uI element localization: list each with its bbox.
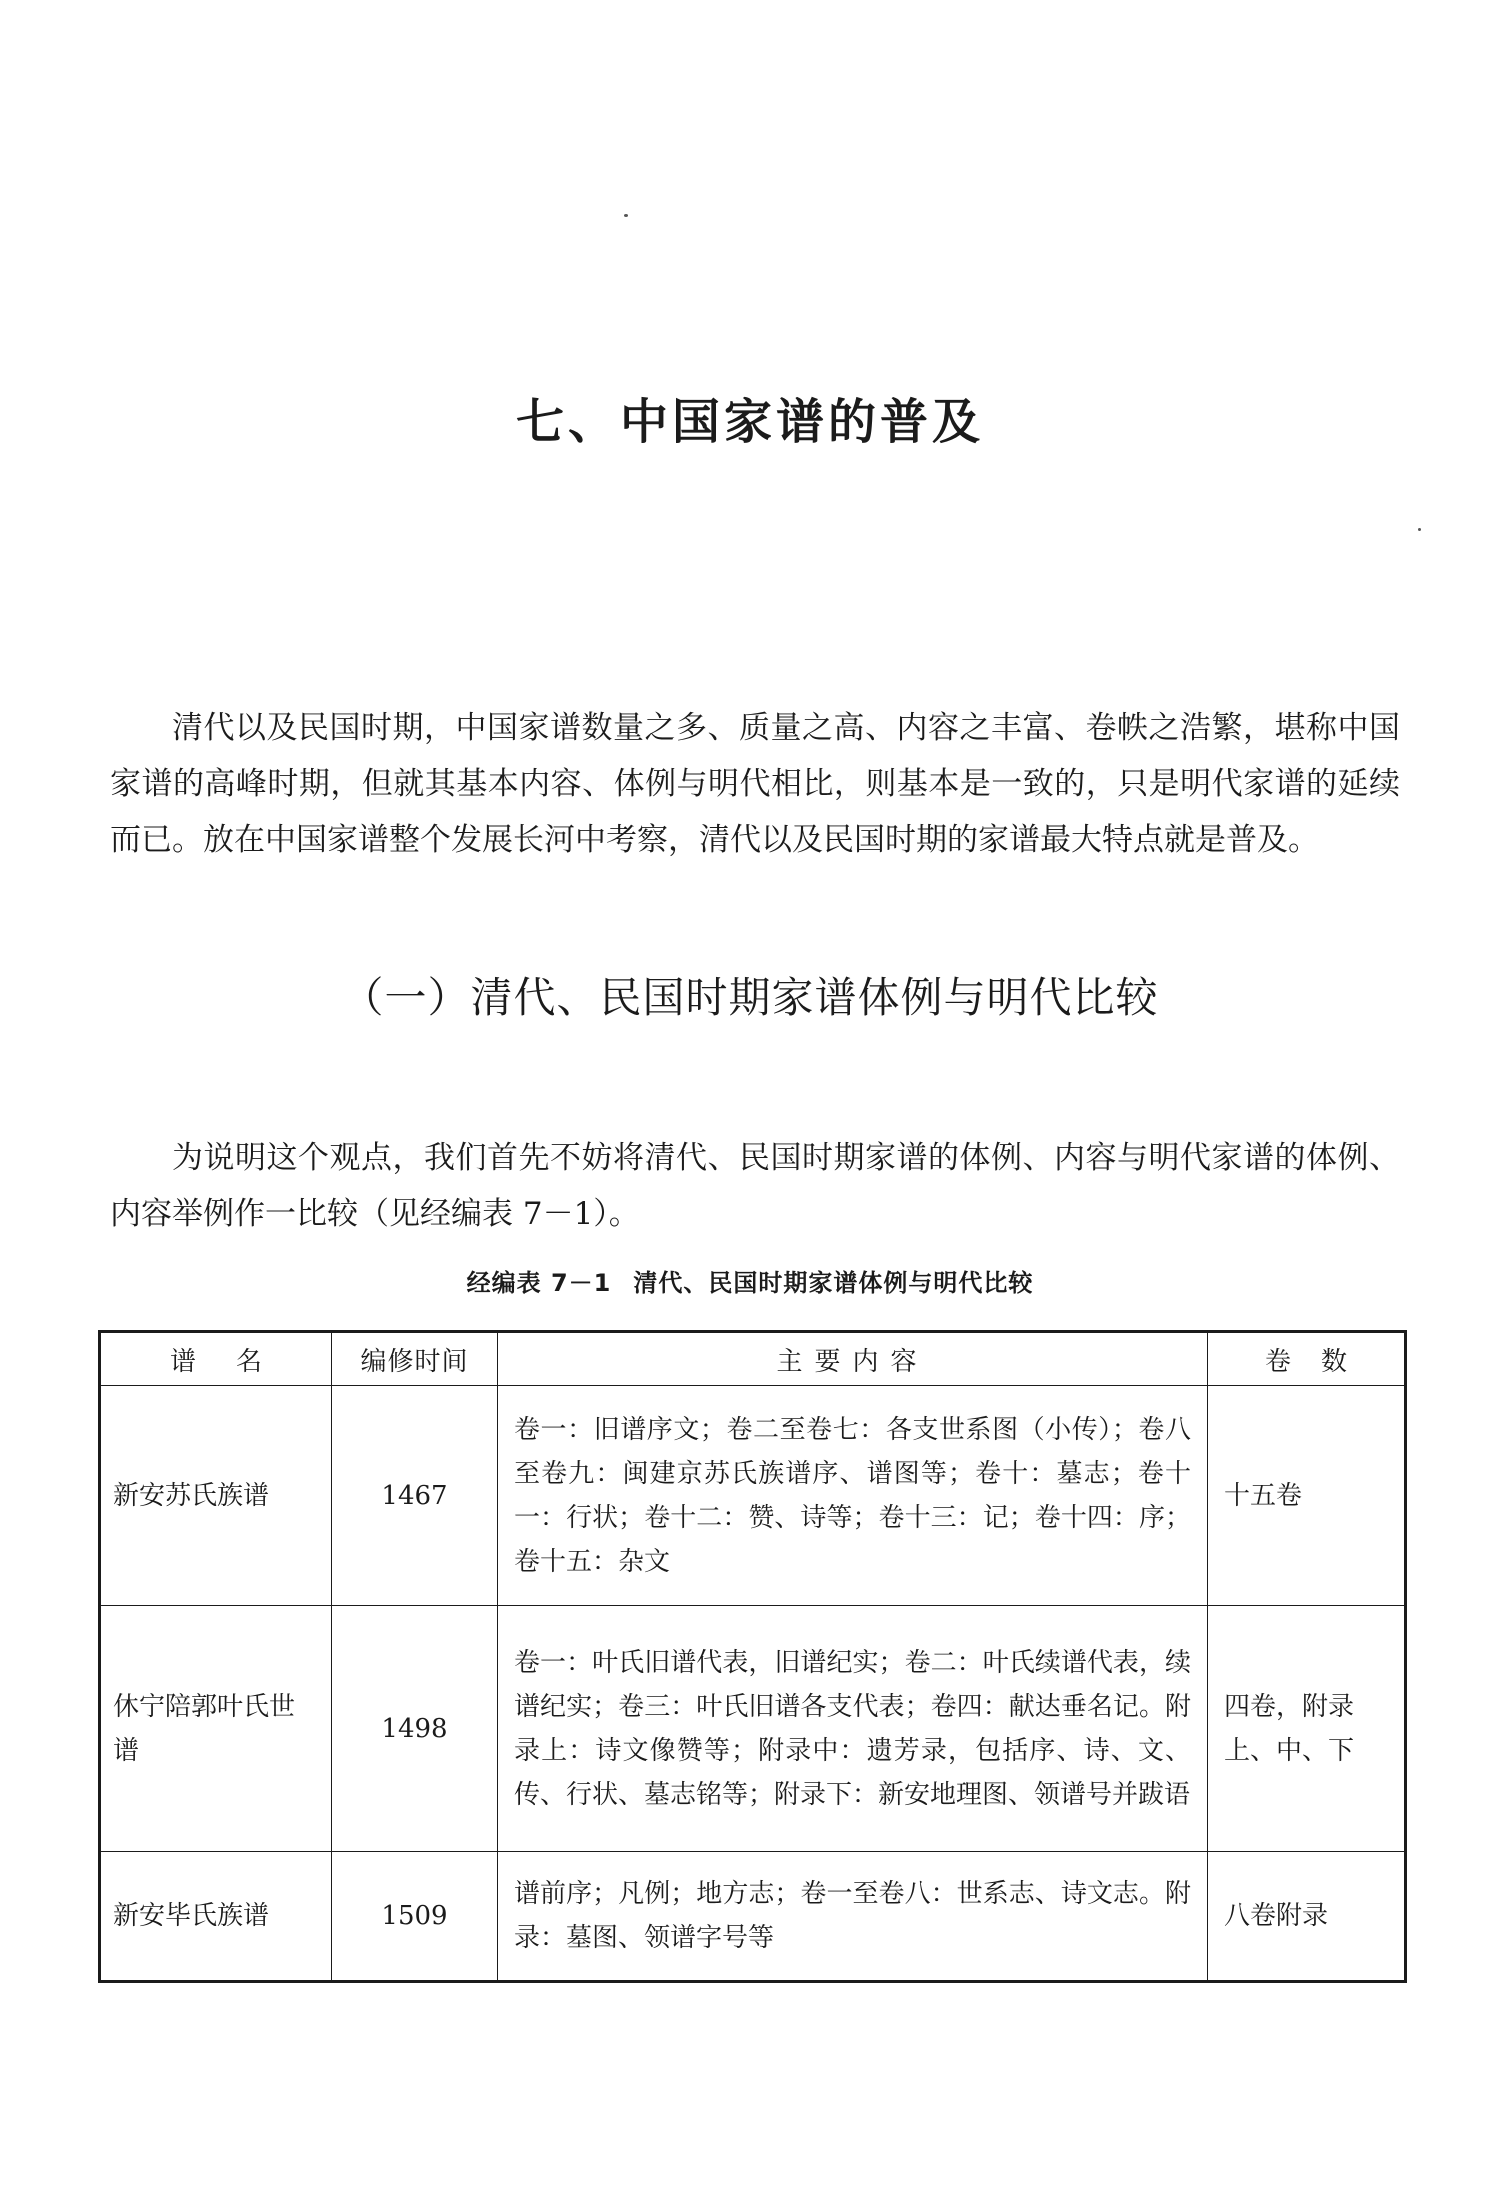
scan-speck — [624, 214, 628, 217]
compile-year: 1509 — [332, 1852, 498, 1982]
table-row — [100, 1606, 1406, 1852]
column-header-volumes: 卷数 — [1208, 1332, 1406, 1386]
column-header-name: 谱名 — [100, 1332, 332, 1386]
body-paragraph-2: 为说明这个观点，我们首先不妨将清代、民国时期家谱的体例、内容与明代家谱的体例、内容举例作一比较（见经编表 7－1）。 — [110, 1140, 1400, 1232]
genealogy-name: 休宁陪郭叶氏世谱 — [100, 1606, 332, 1852]
genealogy-name: 新安毕氏族谱 — [100, 1852, 332, 1982]
main-content: 卷一：叶氏旧谱代表，旧谱纪实；卷二：叶氏续谱代表，续谱纪实；卷三：叶氏旧谱各支代表；卷四：献达垂名记。附录上：诗文像赞等；附录中：遗芳录，包括序、诗、文、传、行状、墓志铭等；附录下：新安地理图、领谱号并跋语 — [498, 1606, 1208, 1852]
column-header-year: 编修时间 — [332, 1332, 498, 1386]
section-title: （一）清代、民国时期家谱体例与明代比较 — [341, 973, 1159, 1022]
compile-year: 1467 — [332, 1386, 498, 1606]
genealogy-comparison-table — [98, 1330, 1407, 1983]
chapter-title: 七、中国家谱的普及 — [515, 394, 984, 450]
volume-count: 十五卷 — [1208, 1386, 1406, 1606]
table-row — [100, 1386, 1406, 1606]
table-caption — [0, 1265, 1500, 1301]
genealogy-name: 新安苏氏族谱 — [100, 1386, 332, 1606]
table-caption-number: 经编表 7－1 — [466, 1269, 612, 1297]
column-header-content: 主要内容 — [498, 1332, 1208, 1386]
table-caption-title: 清代、民国时期家谱体例与明代比较 — [633, 1269, 1034, 1297]
compile-year: 1498 — [332, 1606, 498, 1852]
table-row — [100, 1852, 1406, 1982]
main-content: 谱前序；凡例；地方志；卷一至卷八：世系志、诗文志。附录：墓图、领谱字号等 — [498, 1852, 1208, 1982]
volume-count: 四卷，附录上、中、下 — [1208, 1606, 1406, 1852]
table-header-row — [100, 1332, 1406, 1386]
main-content: 卷一：旧谱序文；卷二至卷七：各支世系图（小传）；卷八至卷九：闽建京苏氏族谱序、谱图等；卷十：墓志；卷十一：行状；卷十二：赞、诗等；卷十三：记；卷十四：序；卷十五：杂文 — [498, 1386, 1208, 1606]
volume-count: 八卷附录 — [1208, 1852, 1406, 1982]
scan-speck — [1418, 528, 1421, 531]
body-paragraph-1: 清代以及民国时期，中国家谱数量之多、质量之高、内容之丰富、卷帙之浩繁，堪称中国家谱的高峰时期，但就其基本内容、体例与明代相比，则基本是一致的，只是明代家谱的延续而已。放在中国家谱整个发展长河中考察，清代以及民国时期的家谱最大特点就是普及。 — [110, 710, 1400, 858]
